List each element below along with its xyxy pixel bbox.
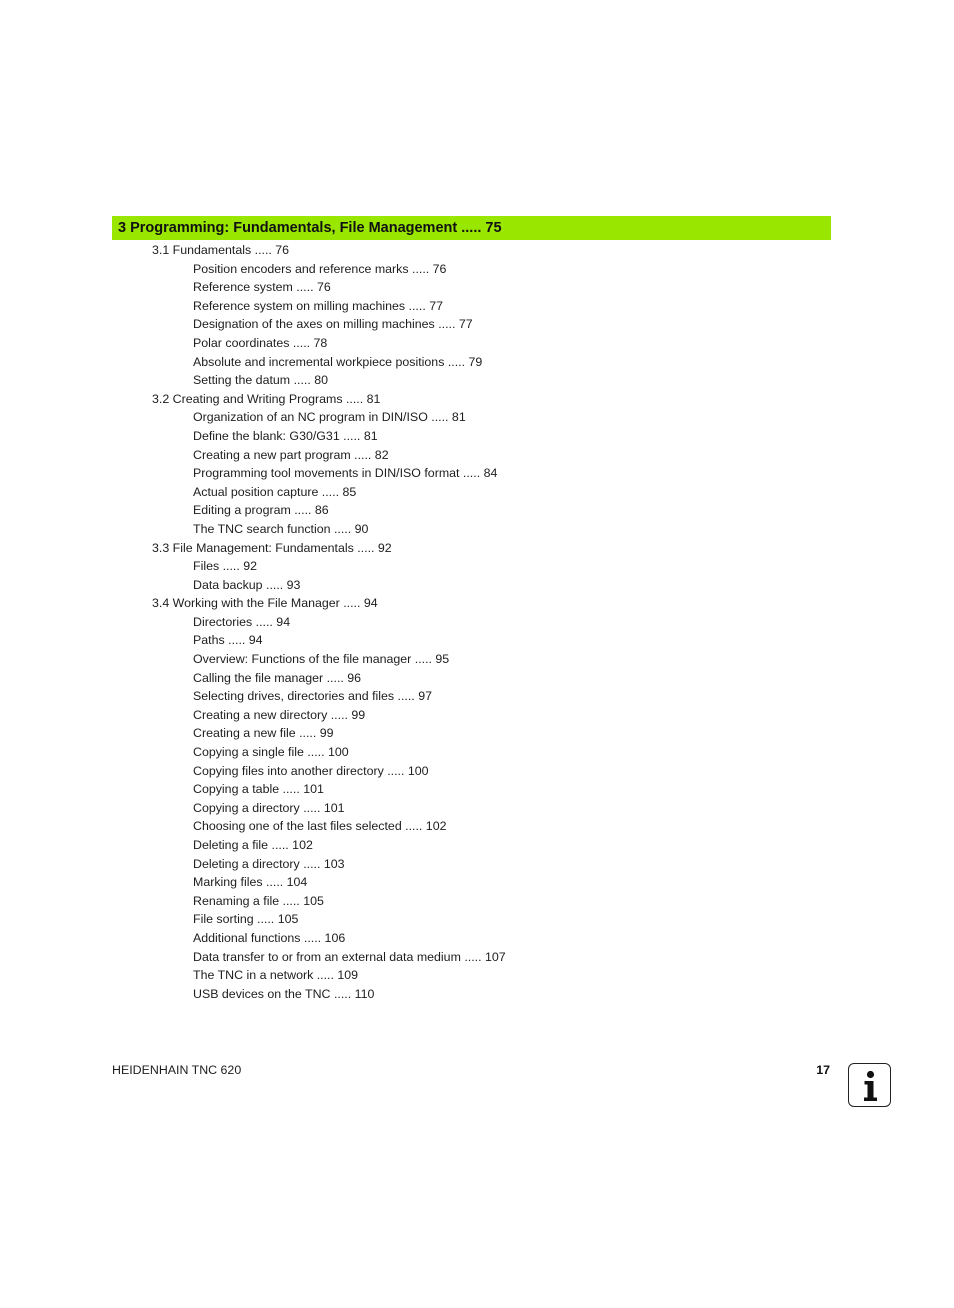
toc-subsection-entry[interactable]: Additional functions ..... 106 <box>193 930 346 945</box>
toc-subsection-entry[interactable]: Deleting a directory ..... 103 <box>193 856 345 871</box>
toc-subsection-entry[interactable]: USB devices on the TNC ..... 110 <box>193 986 375 1001</box>
toc-subsection-entry[interactable]: Actual position capture ..... 85 <box>193 484 357 499</box>
toc-subsection-entry[interactable]: Calling the file manager ..... 96 <box>193 670 362 685</box>
toc-subsection-entry[interactable]: Setting the datum ..... 80 <box>193 373 329 388</box>
toc-subsection-entry[interactable]: Files ..... 92 <box>193 559 258 574</box>
toc-subsection-entry[interactable]: Polar coordinates ..... 78 <box>193 335 328 350</box>
toc-subsection-entry[interactable]: Creating a new part program ..... 82 <box>193 447 389 462</box>
toc-subsection-entry[interactable]: Designation of the axes on milling machines ..... 77 <box>193 317 473 332</box>
toc-subsection-entry[interactable]: Copying files into another directory ..... 100 <box>193 763 429 778</box>
toc-subsection-entry[interactable]: Creating a new file ..... 99 <box>193 726 334 741</box>
toc-subsection-entry[interactable]: File sorting ..... 105 <box>193 912 299 927</box>
toc-subsection-entry[interactable]: Reference system ..... 76 <box>193 280 331 295</box>
toc-subsection-entry[interactable]: Selecting drives, directories and files ..... 97 <box>193 689 432 704</box>
toc-subsection-entry[interactable]: Reference system on milling machines ..... 77 <box>193 298 443 313</box>
toc-subsection-entry[interactable]: Copying a table ..... 101 <box>193 782 324 797</box>
toc-section-entry[interactable]: 3.3 File Management: Fundamentals ..... 92 <box>152 540 392 555</box>
toc-subsection-entry[interactable]: Organization of an NC program in DIN/ISO ..... 81 <box>193 410 466 425</box>
chapter-title[interactable]: 3 Programming: Fundamentals, File Management ..... 75 <box>118 220 502 236</box>
toc-subsection-entry[interactable]: The TNC search function ..... 90 <box>193 521 369 536</box>
chapter-header-bar <box>112 216 831 240</box>
toc-subsection-entry[interactable]: Editing a program ..... 86 <box>193 503 329 518</box>
toc-subsection-entry[interactable]: Data backup ..... 93 <box>193 577 301 592</box>
toc-subsection-entry[interactable]: Choosing one of the last files selected ..... 102 <box>193 819 447 834</box>
toc-subsection-entry[interactable]: Define the blank: G30/G31 ..... 81 <box>193 428 378 443</box>
toc-subsection-entry[interactable]: Copying a single file ..... 100 <box>193 745 349 760</box>
toc-subsection-entry[interactable]: Directories ..... 94 <box>193 614 291 629</box>
toc-subsection-entry[interactable]: Programming tool movements in DIN/ISO format ..... 84 <box>193 466 498 481</box>
toc-subsection-entry[interactable]: Overview: Functions of the file manager ..... 95 <box>193 652 450 667</box>
toc-subsection-entry[interactable]: Creating a new directory ..... 99 <box>193 707 366 722</box>
toc-section-entry[interactable]: 3.1 Fundamentals ..... 76 <box>152 243 290 257</box>
toc-subsection-entry[interactable]: Position encoders and reference marks ..... 76 <box>193 261 447 276</box>
footer-page-number: 17 <box>816 1063 830 1077</box>
toc-subsection-entry[interactable]: Data transfer to or from an external data medium ..... 107 <box>193 949 506 964</box>
toc-subsection-entry[interactable]: Renaming a file ..... 105 <box>193 893 324 908</box>
toc-subsection-entry[interactable]: Copying a directory ..... 101 <box>193 800 345 815</box>
toc-section-entry[interactable]: 3.4 Working with the File Manager ..... 94 <box>152 596 378 611</box>
info-icon-glyph <box>849 1064 892 1108</box>
footer-product-name: HEIDENHAIN TNC 620 <box>112 1063 242 1077</box>
toc-subsection-entry[interactable]: Marking files ..... 104 <box>193 875 308 890</box>
info-icon <box>848 1063 891 1107</box>
toc-subsection-entry[interactable]: The TNC in a network ..... 109 <box>193 968 359 983</box>
table-of-contents <box>152 241 852 1003</box>
toc-section-entry[interactable]: 3.2 Creating and Writing Programs ..... 81 <box>152 391 381 406</box>
toc-subsection-entry[interactable]: Paths ..... 94 <box>193 633 263 648</box>
toc-subsection-entry[interactable]: Deleting a file ..... 102 <box>193 838 313 852</box>
toc-subsection-entry[interactable]: Absolute and incremental workpiece positions ..... 79 <box>193 354 483 369</box>
